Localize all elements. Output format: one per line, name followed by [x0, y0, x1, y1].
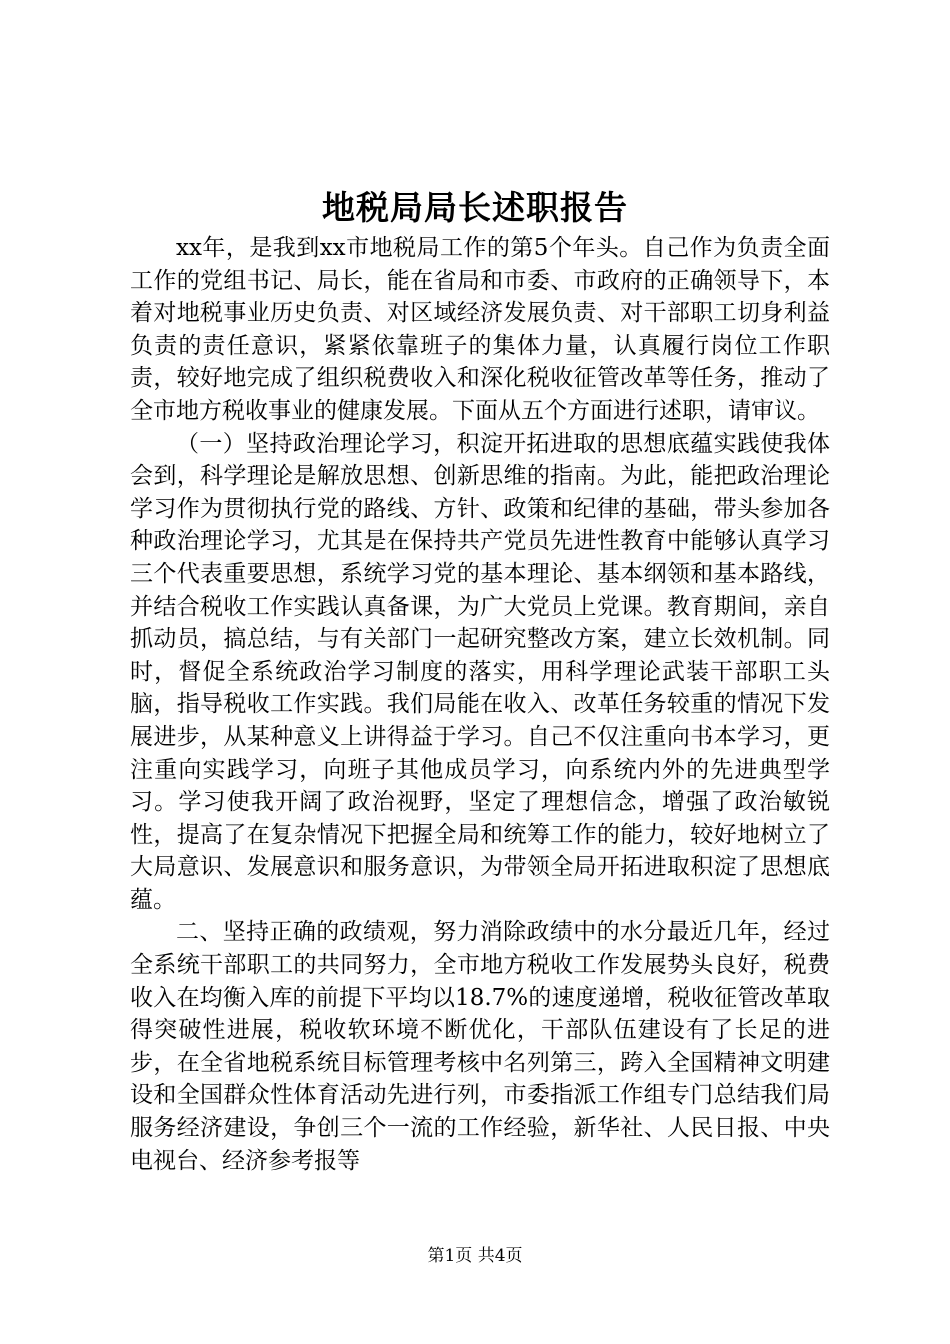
page-footer: 第1页 共4页 — [427, 1246, 523, 1266]
document-title: 地税局局长述职报告 — [322, 188, 628, 227]
paragraph-section-2: 二、坚持正确的政绩观，努力消除政绩中的水分最近几年，经过全系统干部职工的共同努力，全市地方税收工作发展势头良好，税费收入在均衡入库的前提下平均以18.7%的速度递增，税收征管改革取得突破性进展，税收软环境不断优化，干部队伍建设有了长足的进步，在全省地税系统目标管理考核中名列第三，跨入全国精神文明建设和全国群众性体育活动先进行列，市委指派工作组专门总结我们局服务经济建设，争创三个一流的工作经验，新华社、人民日报、中央电视台、经济参考报等 — [130, 919, 830, 1174]
paragraph-section-1: （一）坚持政治理论学习，积淀开拓进取的思想底蕴实践使我体会到，科学理论是解放思想、创新思维的指南。为此，能把政治理论学习作为贯彻执行党的路线、方针、政策和纪律的基础，带头参加各种政治理论学习，尤其是在保持共产党员先进性教育中能够认真学习三个代表重要思想，系统学习党的基本理论、基本纲领和基本路线，并结合税收工作实践认真备课，为广大党员上党课。教育期间，亲自抓动员，搞总结，与有关部门一起研究整改方案，建立长效机制。同时，督促全系统政治学习制度的落实，用科学理论武装干部职工头脑，指导税收工作实践。我们局能在收入、改革任务较重的情况下发展进步，从某种意义上讲得益于学习。自己不仅注重向书本学习，更注重向实践学习，向班子其他成员学习，向系统内外的先进典型学习。学习使我开阔了政治视野，坚定了理想信念，增强了政治敏锐性，提高了在复杂情况下把握全局和统筹工作的能力，较好地树立了大局意识、发展意识和服务意识，为带领全局开拓进取积淀了思想底蕴。 — [130, 430, 830, 913]
document-body — [130, 232, 830, 1177]
paragraph-intro: xx年，是我到xx市地税局工作的第5个年头。自己作为负责全面工作的党组书记、局长，能在省局和市委、市政府的正确领导下，本着对地税事业历史负责、对区域经济发展负责、对干部职工切身利益负责的责任意识，紧紧依靠班子的集体力量，认真履行岗位工作职责，较好地完成了组织税费收入和深化税收征管改革等任务，推动了全市地方税收事业的健康发展。下面从五个方面进行述职，请审议。 — [130, 235, 830, 424]
